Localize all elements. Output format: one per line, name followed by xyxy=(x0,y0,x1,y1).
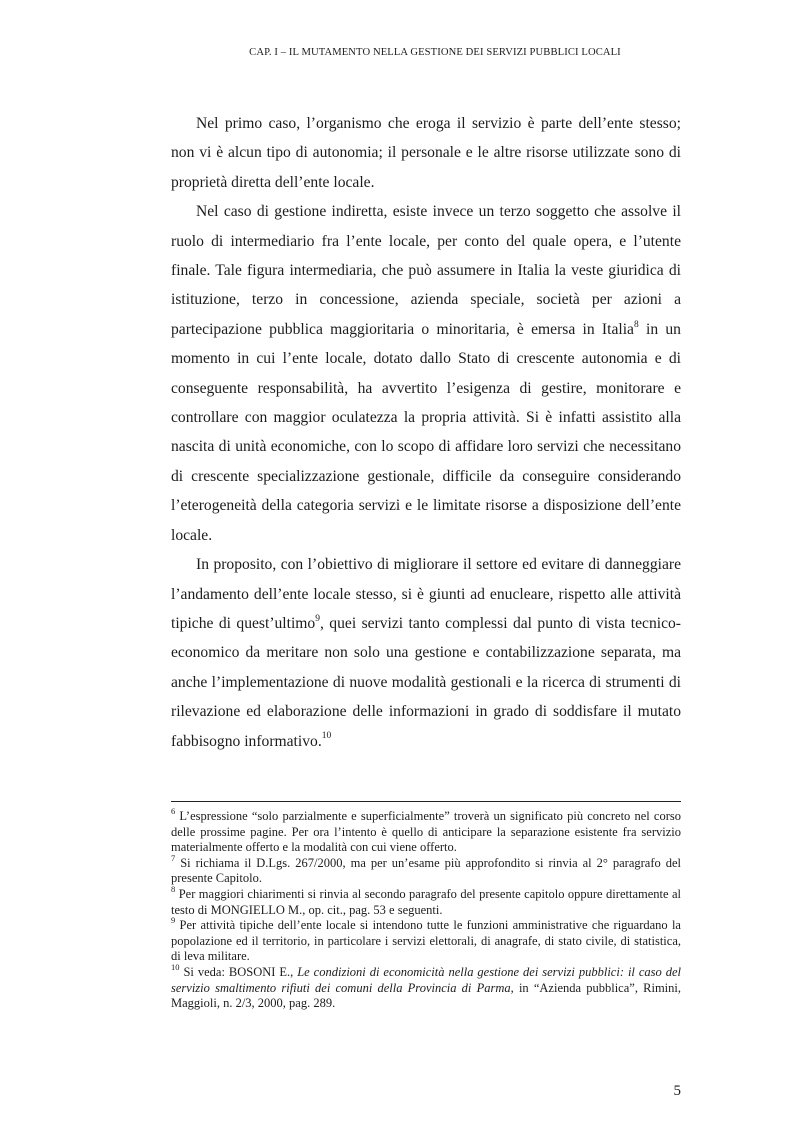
paragraph-2 xyxy=(171,197,681,550)
footnote-6-text: L’espressione “solo parzialmente e superficialmente” troverà un significato più concreto nel corso delle prossime pagine. Per ora l’intento è quello di anticipare la separazione esistente fra servizio materialmente offerto e la modalità con cui viene offerto. xyxy=(171,809,681,855)
footnote-8-text: Per maggiori chiarimenti si rinvia al secondo paragrafo del presente capitolo oppure direttamente al testo di MONGIELLO M., op. cit., pag. 53 e seguenti. xyxy=(171,886,681,917)
running-header: CAP. I – IL MUTAMENTO NELLA GESTIONE DEI SERVIZI PUBBLICI LOCALI xyxy=(249,47,621,58)
main-text xyxy=(171,109,681,756)
page-number: 5 xyxy=(673,1083,681,1099)
footnote-10-title: Le condizioni di economicità nella gestione dei servizi pubblici: il caso del servizio smaltimento rifiuti dei comuni della Provincia di Parma xyxy=(171,964,681,995)
footnote-6 xyxy=(171,805,681,856)
footnote-9-number: 9 xyxy=(171,915,176,925)
paragraph-3 xyxy=(171,550,681,756)
paragraph-3-part-1: In proposito, con l’obiettivo di migliorare il settore ed evitare di danneggiare l’andamento dell’ente locale stesso, si è giunti ad enucleare, rispetto alle attività tipiche di quest’ultimo xyxy=(171,556,681,632)
footnote-7-number: 7 xyxy=(171,852,176,863)
footnote-separator xyxy=(171,801,681,802)
paragraph-2-part-1: Nel caso di gestione indiretta, esiste invece un terzo soggetto che assolve il ruolo di intermediario fra l’ente locale, per conto del quale opera, e l’utente finale. Tale figura intermediaria, che può assumere in Italia la veste giuridica di istituzione, terzo in concessione, azienda speciale, società per azioni a partecipazione pubblica maggioritaria o minoritaria, è emersa in Italia xyxy=(171,203,681,338)
paragraph-1: Nel primo caso, l’organismo che eroga il servizio è parte dell’ente stesso; non vi è alcun tipo di autonomia; il personale e le altre risorse utilizzate sono di proprietà diretta dell’ente locale. xyxy=(171,115,681,191)
footnote-9 xyxy=(171,915,681,965)
footnote-ref-8[interactable]: 8 xyxy=(633,319,639,330)
footnote-10-tail: , in “Azienda pubblica”, Rimini, Maggioli, n. 2/3, 2000, pag. 289. xyxy=(171,980,681,1011)
footnote-7 xyxy=(171,852,681,887)
footnote-9-text: Per attività tipiche dell’ente locale si intendono tutte le funzioni amministrative che riguardano la popolazione ed il territorio, in particolare i servizi elettorali, di anagrafe, di stato civile, di statistica, di leva militare. xyxy=(171,918,681,964)
footnote-8-number: 8 xyxy=(171,883,176,894)
footnote-8 xyxy=(171,883,681,918)
footnotes xyxy=(171,805,681,1012)
footnote-10-lead: Si veda: BOSONI E., xyxy=(179,964,298,979)
footnote-10-number: 10 xyxy=(171,961,180,972)
footnote-6-number: 6 xyxy=(171,805,176,816)
paragraph-2-part-2: in un momento in cui l’ente locale, dotato dallo Stato di crescente autonomia e di conseguente responsabilità, ha avvertito l’esigenza di gestire, monitorare e controllare con maggior oculatezza la propria attività. Si è infatti assistito alla nascita di unità economiche, con lo scopo di affidare loro servizi che necessitano di crescente specializzazione gestionale, difficile da conseguire considerando l’eterogeneità della categoria servizi e le limitate risorse a disposizione dell’ente locale. xyxy=(171,320,681,544)
footnote-ref-9[interactable]: 9 xyxy=(315,613,320,624)
footnote-ref-10[interactable]: 10 xyxy=(321,731,332,742)
footnote-7-text: Si richiama il D.Lgs. 267/2000, ma per un’esame più approfondito si rinvia al 2° paragrafo del presente Capitolo. xyxy=(171,855,681,886)
paragraph-3-part-2: , quei servizi tanto complessi dal punto di vista tecnico-economico da meritare non solo una gestione e contabilizzazione separata, ma anche l’implementazione di nuove modalità gestionali e la ricerca di strumenti di rilevazione ed elaborazione delle informazioni in grado di soddisfare il mutato fabbisogno informativo. xyxy=(171,614,681,750)
footnote-10 xyxy=(171,961,681,1012)
